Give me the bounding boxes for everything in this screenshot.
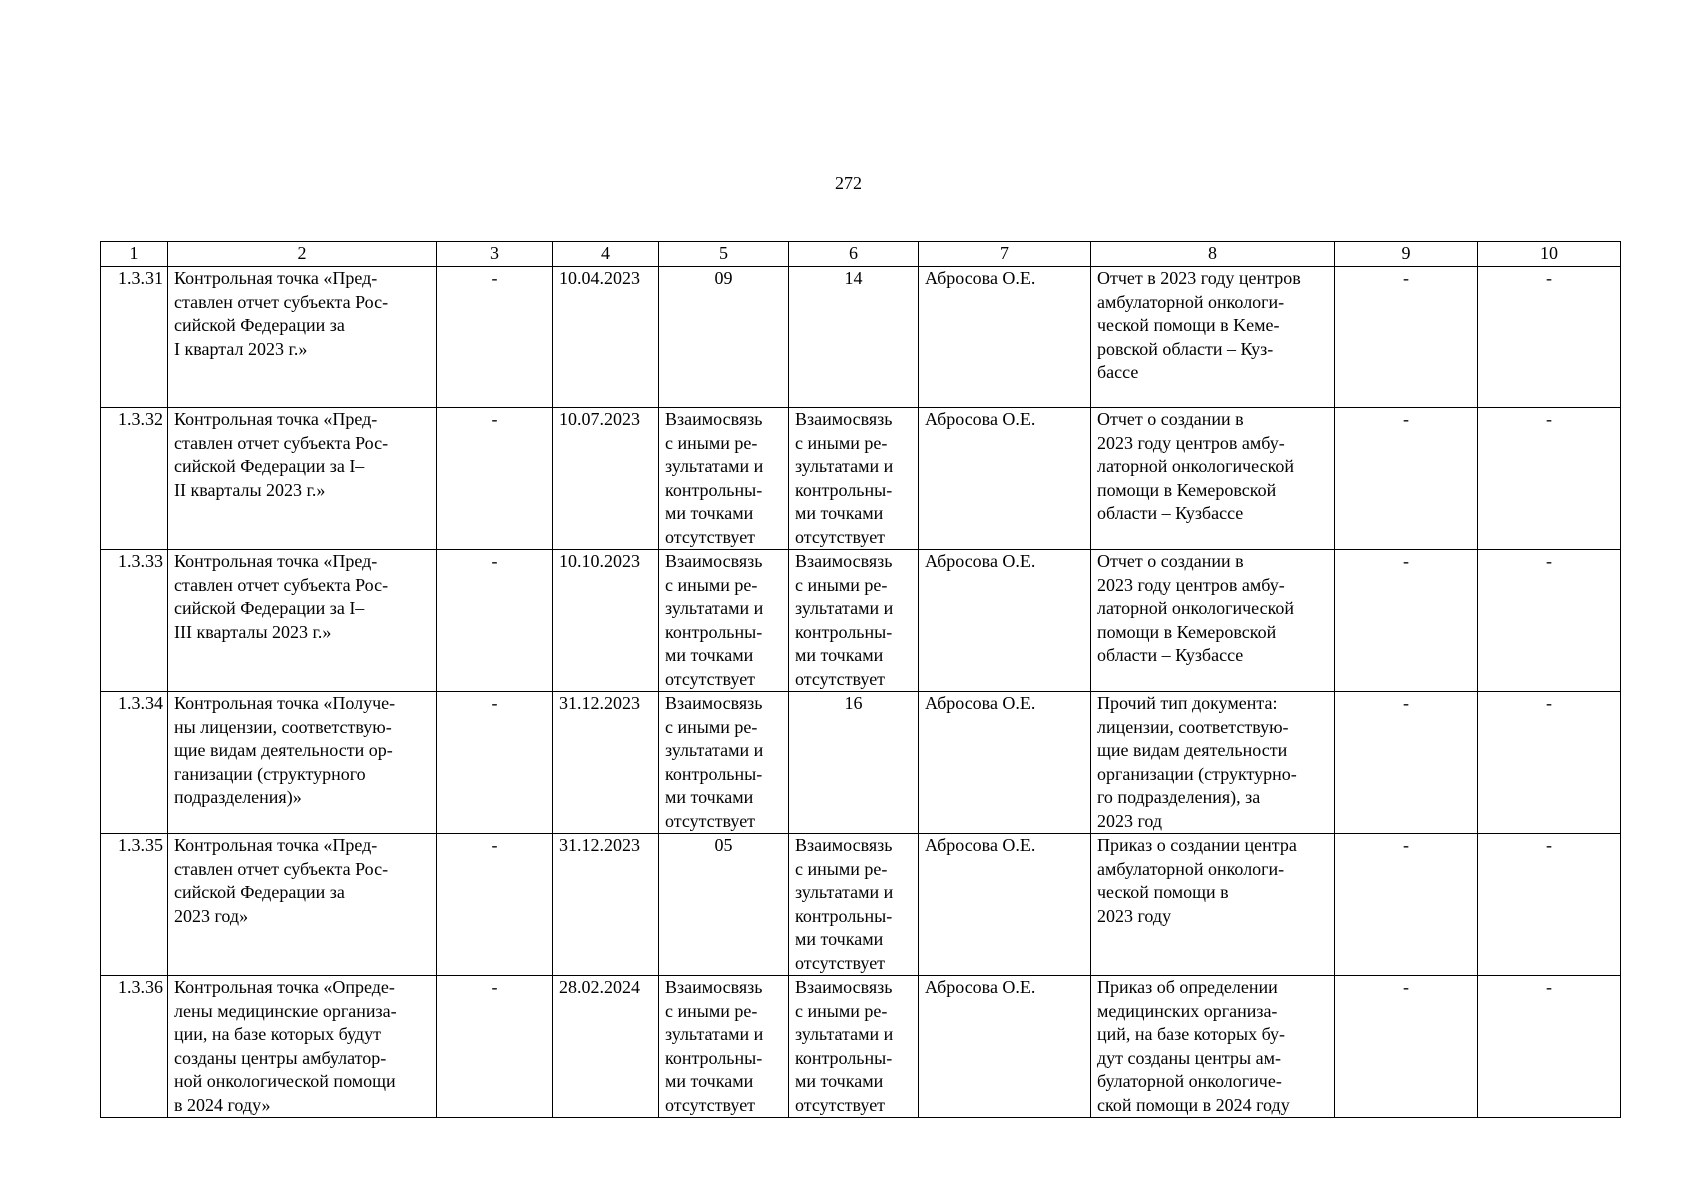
column-5-value: Взаимосвязь с иными ре- зультатами и контрольны- ми точками отсутствует [659, 692, 789, 834]
column-9-value: - [1335, 834, 1478, 976]
column-3-value: - [437, 976, 553, 1118]
control-point-name: Контрольная точка «Пред- ставлен отчет субъекта Рос- сийской Федерации за 2023 год» [168, 834, 437, 976]
column-9-value: - [1335, 550, 1478, 692]
control-point-name: Контрольная точка «Пред- ставлен отчет субъекта Рос- сийской Федерации за I– III кварталы 2023 г.» [168, 550, 437, 692]
column-6-value: Взаимосвязь с иными ре- зультатами и контрольны- ми точками отсутствует [789, 408, 919, 550]
column-header: 4 [553, 242, 659, 267]
column-3-value: - [437, 267, 553, 408]
column-3-value: - [437, 408, 553, 550]
table-header-row [101, 242, 1621, 267]
column-10-value: - [1478, 267, 1621, 408]
table-row [101, 976, 1621, 1118]
column-header: 5 [659, 242, 789, 267]
table-row [101, 408, 1621, 550]
column-10-value: - [1478, 976, 1621, 1118]
document-description: Отчет о создании в 2023 году центров амбу- латорной онкологической помощи в Кемеровской области – Кузбассе [1091, 550, 1335, 692]
control-point-name: Контрольная точка «Пред- ставлен отчет субъекта Рос- сийской Федерации за I квартал 2023 г.» [168, 267, 437, 408]
column-9-value: - [1335, 267, 1478, 408]
column-9-value: - [1335, 976, 1478, 1118]
column-header: 10 [1478, 242, 1621, 267]
control-point-name: Контрольная точка «Опреде- лены медицинские организа- ции, на базе которых будут созданы центры амбулатор- ной онкологической помощи в 2024 году» [168, 976, 437, 1118]
table-row [101, 692, 1621, 834]
column-3-value: - [437, 834, 553, 976]
due-date: 10.10.2023 [553, 550, 659, 692]
item-number: 1.3.34 [101, 692, 168, 834]
column-6-value: Взаимосвязь с иными ре- зультатами и контрольны- ми точками отсутствует [789, 976, 919, 1118]
column-9-value: - [1335, 692, 1478, 834]
column-header: 9 [1335, 242, 1478, 267]
column-5-value: 05 [659, 834, 789, 976]
table-row [101, 550, 1621, 692]
column-10-value: - [1478, 408, 1621, 550]
responsible-person: Абросова О.Е. [919, 692, 1091, 834]
item-number: 1.3.36 [101, 976, 168, 1118]
table-row [101, 267, 1621, 408]
column-5-value: Взаимосвязь с иными ре- зультатами и контрольны- ми точками отсутствует [659, 550, 789, 692]
column-6-value: 14 [789, 267, 919, 408]
responsible-person: Абросова О.Е. [919, 408, 1091, 550]
column-header: 2 [168, 242, 437, 267]
column-header: 6 [789, 242, 919, 267]
column-3-value: - [437, 550, 553, 692]
responsible-person: Абросова О.Е. [919, 976, 1091, 1118]
column-10-value: - [1478, 692, 1621, 834]
column-6-value: Взаимосвязь с иными ре- зультатами и контрольны- ми точками отсутствует [789, 550, 919, 692]
document-description: Прочий тип документа: лицензии, соответствую- щие видам деятельности организации (структурно- го подразделения), за 2023 год [1091, 692, 1335, 834]
document-description: Отчет в 2023 году центров амбулаторной онкологи- ческой помощи в Keме- ровской области – Куз- бассе [1091, 267, 1335, 408]
item-number: 1.3.35 [101, 834, 168, 976]
column-5-value: Взаимосвязь с иными ре- зультатами и контрольны- ми точками отсутствует [659, 976, 789, 1118]
responsible-person: Абросова О.Е. [919, 267, 1091, 408]
document-description: Приказ о создании центра амбулаторной онкологи- ческой помощи в 2023 году [1091, 834, 1335, 976]
page-number: 272 [835, 173, 862, 193]
control-point-name: Контрольная точка «Получе- ны лицензии, соответствую- щие видам деятельности ор- ганизации (структурного подразделения)» [168, 692, 437, 834]
responsible-person: Абросова О.Е. [919, 550, 1091, 692]
column-6-value: 16 [789, 692, 919, 834]
document-description: Приказ об определении медицинских организа- ций, на базе которых бу- дут созданы центры ам- булаторной онкологиче- ской помощи в 2024 году [1091, 976, 1335, 1118]
column-9-value: - [1335, 408, 1478, 550]
responsible-person: Абросова О.Е. [919, 834, 1091, 976]
due-date: 10.07.2023 [553, 408, 659, 550]
item-number: 1.3.33 [101, 550, 168, 692]
column-6-value: Взаимосвязь с иными ре- зультатами и контрольны- ми точками отсутствует [789, 834, 919, 976]
column-5-value: Взаимосвязь с иными ре- зультатами и контрольны- ми точками отсутствует [659, 408, 789, 550]
column-3-value: - [437, 692, 553, 834]
due-date: 10.04.2023 [553, 267, 659, 408]
column-5-value: 09 [659, 267, 789, 408]
item-number: 1.3.32 [101, 408, 168, 550]
control-points-table [100, 241, 1621, 1118]
due-date: 31.12.2023 [553, 834, 659, 976]
item-number: 1.3.31 [101, 267, 168, 408]
column-header: 3 [437, 242, 553, 267]
due-date: 28.02.2024 [553, 976, 659, 1118]
column-header: 7 [919, 242, 1091, 267]
due-date: 31.12.2023 [553, 692, 659, 834]
column-10-value: - [1478, 834, 1621, 976]
document-description: Отчет о создании в 2023 году центров амбу- латорной онкологической помощи в Кемеровской области – Кузбассе [1091, 408, 1335, 550]
table-row [101, 834, 1621, 976]
column-header: 8 [1091, 242, 1335, 267]
column-10-value: - [1478, 550, 1621, 692]
control-point-name: Контрольная точка «Пред- ставлен отчет субъекта Рос- сийской Федерации за I– II кварталы 2023 г.» [168, 408, 437, 550]
column-header: 1 [101, 242, 168, 267]
